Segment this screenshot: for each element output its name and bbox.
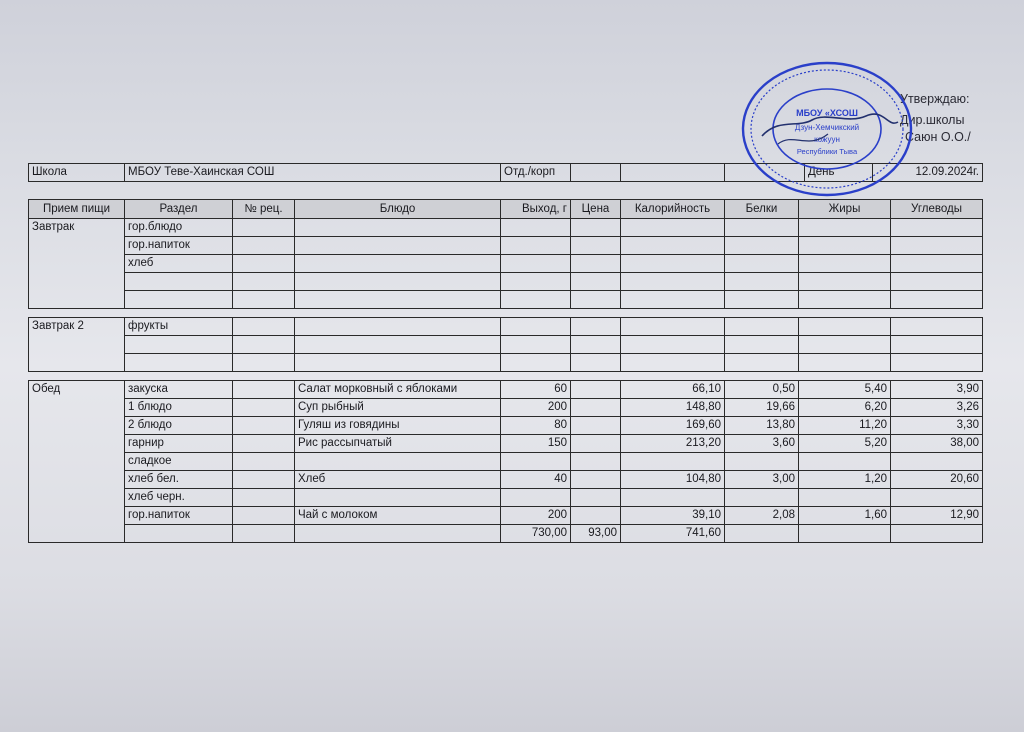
cell-dish: Гуляш из говядины: [295, 417, 501, 435]
cell-fats: [799, 354, 891, 372]
cell-calories: 169,60: [621, 417, 725, 435]
cell-section: фрукты: [125, 318, 233, 336]
separator-cell: [295, 309, 501, 318]
cell-fats: 6,20: [799, 399, 891, 417]
cell-carbs: [891, 525, 983, 543]
cell-calories: 741,60: [621, 525, 725, 543]
cell-dish: Чай с молоком: [295, 507, 501, 525]
cell-price: [571, 381, 621, 399]
cell-carbs: 3,30: [891, 417, 983, 435]
table-row: [29, 318, 983, 336]
cell-recipe: [233, 381, 295, 399]
cell-proteins: [725, 219, 799, 237]
cell-proteins: 2,08: [725, 507, 799, 525]
table-row: [29, 381, 983, 399]
cell-proteins: 0,50: [725, 381, 799, 399]
col-header-output: Выход, г: [501, 200, 571, 219]
cell-proteins: [725, 336, 799, 354]
cell-section: гор.напиток: [125, 237, 233, 255]
cell-dish: [295, 273, 501, 291]
table-row: [29, 417, 983, 435]
cell-carbs: 3,26: [891, 399, 983, 417]
cell-price: [571, 435, 621, 453]
cell-price: 93,00: [571, 525, 621, 543]
seal-line-3: кожуун: [814, 135, 840, 144]
separator-cell: [725, 309, 799, 318]
col-header-meal: Прием пищи: [29, 200, 125, 219]
cell-fats: [799, 318, 891, 336]
cell-section: хлеб: [125, 255, 233, 273]
cell-dish: Суп рыбный: [295, 399, 501, 417]
cell-proteins: 3,00: [725, 471, 799, 489]
cell-fats: 11,20: [799, 417, 891, 435]
col-header-dish: Блюдо: [295, 200, 501, 219]
table-row: [29, 525, 983, 543]
cell-carbs: [891, 336, 983, 354]
cell-carbs: [891, 318, 983, 336]
separator-cell: [29, 372, 125, 381]
cell-carbs: [891, 273, 983, 291]
cell-recipe: [233, 273, 295, 291]
cell-recipe: [233, 453, 295, 471]
cell-output: [501, 237, 571, 255]
separator-cell: [233, 309, 295, 318]
table-row: [29, 489, 983, 507]
cell-output: [501, 336, 571, 354]
cell-section: 1 блюдо: [125, 399, 233, 417]
cell-fats: [799, 453, 891, 471]
seal-line-4: Республики Тыва: [796, 147, 858, 156]
dept-value: [571, 164, 621, 182]
separator-cell: [125, 372, 233, 381]
cell-section: [125, 291, 233, 309]
col-header-fats: Жиры: [799, 200, 891, 219]
cell-carbs: [891, 237, 983, 255]
table-row: [29, 255, 983, 273]
cell-section: 2 блюдо: [125, 417, 233, 435]
cell-fats: [799, 525, 891, 543]
cell-price: [571, 291, 621, 309]
approval-line-2: Дир.школы: [900, 113, 965, 127]
column-header-row: [29, 200, 983, 219]
cell-recipe: [233, 489, 295, 507]
cell-calories: 39,10: [621, 507, 725, 525]
cell-section: гор.напиток: [125, 507, 233, 525]
table-row: [29, 237, 983, 255]
cell-proteins: [725, 237, 799, 255]
table-row: [29, 435, 983, 453]
cell-carbs: [891, 291, 983, 309]
cell-dish: [295, 489, 501, 507]
cell-output: [501, 291, 571, 309]
cell-output: 200: [501, 399, 571, 417]
separator-cell: [29, 309, 125, 318]
cell-fats: 5,20: [799, 435, 891, 453]
cell-fats: [799, 273, 891, 291]
day-label: День: [805, 164, 873, 182]
cell-recipe: [233, 435, 295, 453]
cell-output: 200: [501, 507, 571, 525]
separator-cell: [891, 372, 983, 381]
cell-calories: [621, 237, 725, 255]
cell-output: [501, 255, 571, 273]
separator-cell: [125, 309, 233, 318]
separator-cell: [233, 372, 295, 381]
table-row: [29, 291, 983, 309]
seal-line-1: МБОУ «ХСОШ: [796, 108, 858, 118]
cell-fats: 5,40: [799, 381, 891, 399]
cell-section: сладкое: [125, 453, 233, 471]
table-row: [29, 336, 983, 354]
cell-output: 80: [501, 417, 571, 435]
cell-dish: Хлеб: [295, 471, 501, 489]
cell-carbs: 20,60: [891, 471, 983, 489]
col-header-carbs: Углеводы: [891, 200, 983, 219]
cell-calories: [621, 273, 725, 291]
cell-dish: [295, 354, 501, 372]
cell-fats: 1,20: [799, 471, 891, 489]
cell-dish: [295, 336, 501, 354]
cell-calories: 148,80: [621, 399, 725, 417]
separator-cell: [799, 309, 891, 318]
separator-cell: [725, 372, 799, 381]
cell-recipe: [233, 399, 295, 417]
meal-separator: [29, 309, 983, 318]
col-header-proteins: Белки: [725, 200, 799, 219]
cell-dish: [295, 453, 501, 471]
cell-proteins: [725, 291, 799, 309]
cell-carbs: [891, 489, 983, 507]
separator-cell: [621, 309, 725, 318]
cell-proteins: 19,66: [725, 399, 799, 417]
table-row: [29, 354, 983, 372]
cell-fats: [799, 219, 891, 237]
meal-separator: [29, 372, 983, 381]
cell-price: [571, 219, 621, 237]
col-header-recipe: № рец.: [233, 200, 295, 219]
cell-output: [501, 273, 571, 291]
cell-calories: [621, 453, 725, 471]
cell-recipe: [233, 471, 295, 489]
cell-output: [501, 453, 571, 471]
cell-output: [501, 489, 571, 507]
cell-price: [571, 255, 621, 273]
cell-section: гарнир: [125, 435, 233, 453]
cell-price: [571, 336, 621, 354]
cell-carbs: [891, 453, 983, 471]
meal-label: Обед: [29, 381, 125, 543]
cell-price: [571, 273, 621, 291]
separator-cell: [799, 372, 891, 381]
cell-dish: [295, 255, 501, 273]
cell-dish: [295, 525, 501, 543]
cell-price: [571, 471, 621, 489]
cell-calories: [621, 255, 725, 273]
seal-line-2: Дзун-Хемчикский: [794, 123, 860, 132]
school-value: МБОУ Теве-Хаинская СОШ: [125, 164, 501, 182]
cell-fats: [799, 237, 891, 255]
cell-output: 60: [501, 381, 571, 399]
cell-section: хлеб бел.: [125, 471, 233, 489]
cell-price: [571, 417, 621, 435]
cell-dish: Салат морковный с яблоками: [295, 381, 501, 399]
cell-price: [571, 354, 621, 372]
table-row: [29, 507, 983, 525]
table-row: [29, 219, 983, 237]
cell-dish: Рис рассыпчатый: [295, 435, 501, 453]
approval-line-1: Утверждаю:: [900, 92, 970, 106]
cell-dish: [295, 318, 501, 336]
cell-section: хлеб черн.: [125, 489, 233, 507]
meal-label: Завтрак 2: [29, 318, 125, 372]
col-header-price: Цена: [571, 200, 621, 219]
cell-calories: [621, 219, 725, 237]
cell-carbs: 38,00: [891, 435, 983, 453]
cell-proteins: [725, 489, 799, 507]
cell-fats: [799, 291, 891, 309]
header-empty-cell: [621, 164, 725, 182]
cell-section: [125, 525, 233, 543]
cell-proteins: 13,80: [725, 417, 799, 435]
cell-calories: [621, 489, 725, 507]
cell-proteins: [725, 255, 799, 273]
cell-price: [571, 237, 621, 255]
separator-cell: [501, 309, 571, 318]
cell-recipe: [233, 525, 295, 543]
cell-calories: [621, 354, 725, 372]
cell-price: [571, 507, 621, 525]
cell-fats: [799, 255, 891, 273]
cell-calories: 213,20: [621, 435, 725, 453]
cell-fats: [799, 336, 891, 354]
cell-dish: [295, 291, 501, 309]
dept-label: Отд./корп: [501, 164, 571, 182]
cell-recipe: [233, 291, 295, 309]
cell-output: [501, 318, 571, 336]
cell-proteins: [725, 318, 799, 336]
cell-proteins: [725, 273, 799, 291]
approval-line-3: Саюн О.О./: [905, 130, 971, 144]
cell-section: гор.блюдо: [125, 219, 233, 237]
cell-carbs: 3,90: [891, 381, 983, 399]
cell-calories: 66,10: [621, 381, 725, 399]
school-label: Школа: [29, 164, 125, 182]
cell-proteins: [725, 354, 799, 372]
cell-output: [501, 219, 571, 237]
cell-proteins: 3,60: [725, 435, 799, 453]
meal-label: Завтрак: [29, 219, 125, 309]
cell-recipe: [233, 417, 295, 435]
cell-recipe: [233, 318, 295, 336]
separator-cell: [501, 372, 571, 381]
cell-calories: [621, 318, 725, 336]
table-row: [29, 399, 983, 417]
cell-section: [125, 354, 233, 372]
cell-output: 730,00: [501, 525, 571, 543]
cell-section: [125, 336, 233, 354]
cell-output: 40: [501, 471, 571, 489]
table-row: [29, 273, 983, 291]
cell-calories: 104,80: [621, 471, 725, 489]
cell-output: [501, 354, 571, 372]
separator-cell: [891, 309, 983, 318]
cell-dish: [295, 219, 501, 237]
cell-price: [571, 318, 621, 336]
separator-cell: [295, 372, 501, 381]
cell-carbs: [891, 354, 983, 372]
cell-dish: [295, 237, 501, 255]
separator-cell: [571, 372, 621, 381]
cell-recipe: [233, 354, 295, 372]
cell-carbs: [891, 219, 983, 237]
cell-proteins: [725, 453, 799, 471]
menu-table: [28, 199, 983, 543]
cell-section: закуска: [125, 381, 233, 399]
cell-price: [571, 399, 621, 417]
table-row: [29, 453, 983, 471]
cell-recipe: [233, 237, 295, 255]
cell-carbs: 12,90: [891, 507, 983, 525]
cell-output: 150: [501, 435, 571, 453]
cell-proteins: [725, 525, 799, 543]
cell-calories: [621, 291, 725, 309]
school-seal: [738, 58, 916, 200]
separator-cell: [621, 372, 725, 381]
cell-fats: 1,60: [799, 507, 891, 525]
cell-calories: [621, 336, 725, 354]
cell-recipe: [233, 255, 295, 273]
separator-cell: [571, 309, 621, 318]
col-header-section: Раздел: [125, 200, 233, 219]
date-value: 12.09.2024г.: [873, 164, 983, 182]
cell-recipe: [233, 219, 295, 237]
cell-recipe: [233, 336, 295, 354]
cell-carbs: [891, 255, 983, 273]
cell-price: [571, 453, 621, 471]
col-header-calories: Калорийность: [621, 200, 725, 219]
table-row: [29, 471, 983, 489]
cell-recipe: [233, 507, 295, 525]
cell-fats: [799, 489, 891, 507]
cell-price: [571, 489, 621, 507]
cell-section: [125, 273, 233, 291]
